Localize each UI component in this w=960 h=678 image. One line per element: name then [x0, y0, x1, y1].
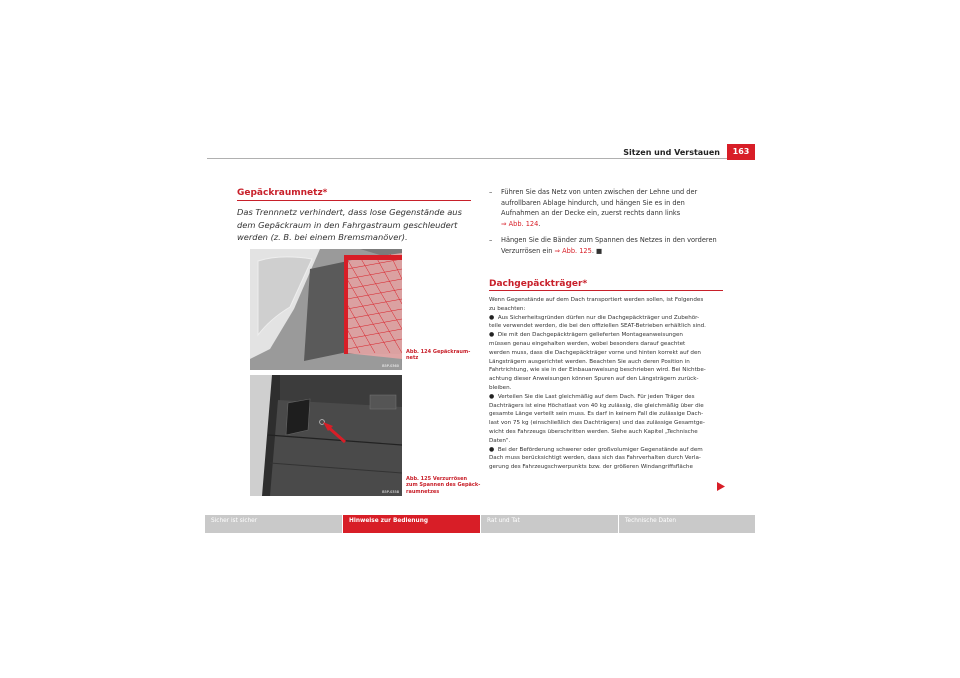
figure-125-caption: Abb. 125 Verzurrösen zum Spannen des Gepäck- raumnetzes [406, 476, 481, 495]
intro-text: Das Trennnetz verhindert, dass lose Gegenstände aus dem Gepäckraum in den Fahrgastraum geschleudert werden (z. B. bei einem Bremsmanöver). [237, 207, 462, 243]
figure-124-caption: Abb. 124 Gepäckraum- netz [406, 349, 471, 362]
running-header: Sitzen und Verstauen [623, 148, 720, 157]
bullet-icon: ● [489, 392, 495, 400]
figure-125-image [250, 375, 402, 496]
figure-124-image [250, 249, 402, 370]
footer-tab-technische[interactable]: Technische Daten [619, 515, 755, 533]
instruction-step-2: – Hängen Sie die Bänder zum Spannen des Netzes in den vorderen Verzurrösen ein ⇒ Abb. 125. ■ [489, 236, 717, 255]
heading-gepaeckraumnetz: Gepäckraumnetz* [237, 188, 328, 198]
header-rule [207, 158, 727, 159]
footer-tab-rat[interactable]: Rat und Tat [481, 515, 618, 533]
bullet-item: ● Aus Sicherheitsgründen dürfen nur die Dachgepäckträger und Zubehör- teile verwendet werden, die bei den offiziellen SEAT-Betrieben erhältlich sind. [489, 313, 706, 330]
bullet-icon: ● [489, 331, 495, 339]
instruction-step-1: – Führen Sie das Netz von unten zwischen der Lehne und der aufrollbaren Ablage hindurch, und hängen Sie es in den Aufnahmen an der Decke ein, zuerst rechts dann links ⇒ Abb. 124. [489, 188, 698, 228]
footer-tab-hinweise[interactable]: Hinweise zur Bedienung [343, 515, 480, 533]
next-page-triangle-icon[interactable] [717, 482, 725, 491]
intro-paragraph: Wenn Gegenstände auf dem Dach transportiert werden sollen, ist Folgendes zu beachten: [489, 297, 704, 312]
roof-rack-section [489, 296, 725, 472]
figure-124-code: B5P-0360 [382, 364, 399, 368]
footer-tab-sicher[interactable]: Sicher ist sicher [205, 515, 342, 533]
figure-125-code: B5P-0358 [382, 490, 399, 494]
bullet-list [489, 314, 725, 472]
lashing-eyes-illustration [250, 375, 402, 496]
bullet-item: ● Verteilen Sie die Last gleichmäßig auf dem Dach. Für jeden Träger des Dachträgers ist eine Höchstlast von 40 kg zulässig, die gleichmäßig über die gesamte Länge verteilt sein muss. Es darf in keinem Fall die zulässige Dach- last von 75 kg (einschließlich des Dachträgers) und das zulässige Gesamtge- wicht des Fahrzeugs überschritten werden. Siehe auch Kapitel „Technische Daten“. [489, 392, 705, 444]
heading-dachgepaecktraeger: Dachgepäckträger* [489, 279, 588, 289]
bullet-icon: ● [489, 313, 495, 321]
xref-abb-125[interactable]: ⇒ Abb. 125 [554, 246, 592, 255]
bullet-item: ● Die mit den Dachgepäckträgern gelieferten Montageanweisungen müssen genau eingehalten werden, wobei besonders darauf geachtet werden muss, dass die Dachgepäckträger vorne und hinten korrekt auf den Längsträgern ausgerichtet werden. Beachten Sie auch deren Position in Fahrtrichtung, wie sie in der Einbauanweisung beschrieben wird. Bei Nichtbe- achtung dieser Anweisungen können Spuren auf den Längsträgern zurück- bleiben. [489, 331, 706, 391]
heading-rule-2 [489, 290, 723, 291]
bullet-item: ● Bei der Beförderung schwerer oder großvolumiger Gegenstände auf dem Dach muss berücksichtigt werden, dass sich das Fahrverhalten durch Verla- gerung des Fahrzeugschwerpunkts bzw. der größeren Windangriffsfläche [489, 445, 703, 471]
cargo-net-illustration [250, 249, 402, 370]
page-number: 163 [727, 144, 755, 160]
bullet-icon: ● [489, 445, 495, 453]
heading-rule [237, 200, 471, 201]
xref-abb-124[interactable]: ⇒ Abb. 124 [501, 219, 539, 228]
